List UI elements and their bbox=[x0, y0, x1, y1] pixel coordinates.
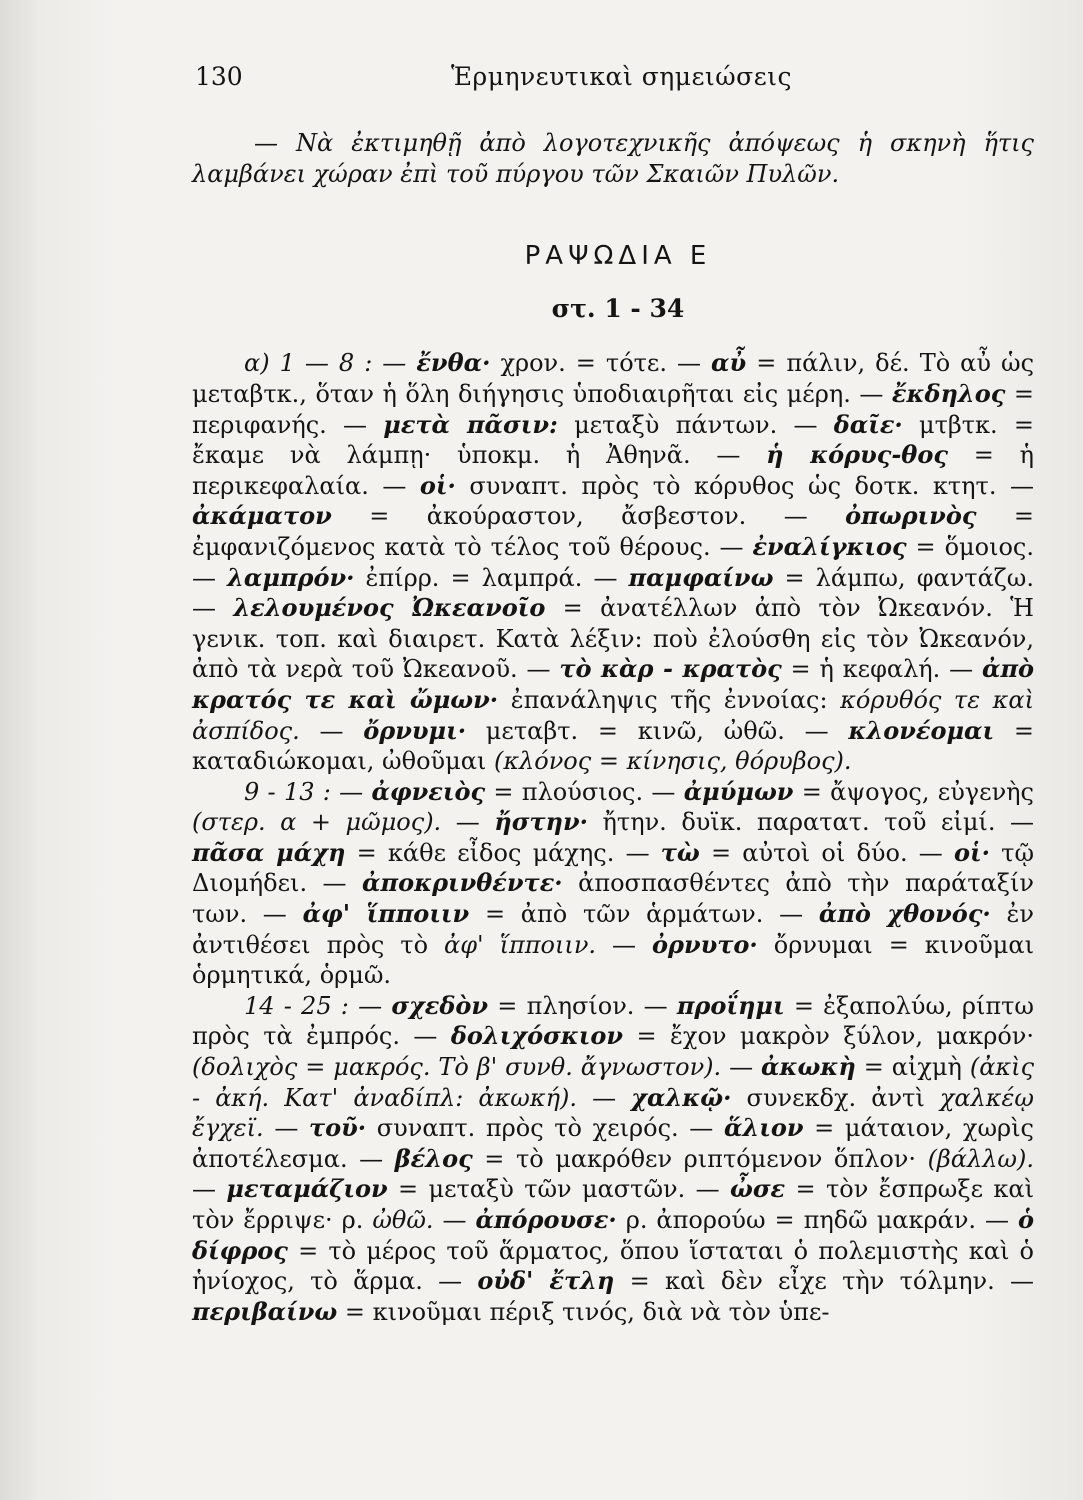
gloss-text: συνεκδχ. ἀντὶ bbox=[731, 1083, 940, 1112]
italic-gloss: ἀφ' ἵπποιιν. bbox=[444, 930, 597, 959]
gloss-text: = ἔχον μακρὸν ξύλον, μακρόν· bbox=[623, 1022, 1035, 1051]
gloss-text: μτβτκ. = ἔκαμε νὰ λάμπῃ· ὑποκμ. ἡ Ἀθηνᾶ. — bbox=[192, 410, 1035, 470]
lemma-term: ἔκδηλος bbox=[891, 378, 1006, 408]
lemma-term: μεταμάζιον bbox=[226, 1174, 388, 1204]
gloss-text: ἐν ἀντιθέσει πρὸς τὸ bbox=[192, 900, 1035, 959]
stanza-range: στ. 1 - 34 bbox=[551, 293, 685, 323]
lemma-term: κλονέομαι bbox=[848, 715, 995, 745]
lemma-term: χαλκῷ· bbox=[631, 1082, 732, 1112]
italic-gloss: (στερ. α + μῶμος). bbox=[192, 808, 442, 837]
gloss-text: — bbox=[263, 1114, 309, 1143]
lemma-term: μετὰ πᾶσιν: bbox=[383, 409, 558, 439]
lemma-term: τὼ bbox=[660, 837, 700, 867]
gloss-text: = μάταιον, χωρὶς ἀποτέλεσμα. — bbox=[192, 1114, 1034, 1173]
gloss-text: = τὸ μακρόθεν ριπτόμενον ὅπλον· bbox=[472, 1144, 928, 1173]
gloss-text: = πλησίον. — bbox=[488, 991, 677, 1020]
gloss-text: ὄρνυμαι = κινοῦμαι ὁρμητικά, ὁρμῶ. bbox=[192, 930, 1035, 990]
intro-question: — Νὰ ἐκτιμηθῇ ἀπὸ λογοτεχνικῆς ἀπόψεως ἡ σκηνὴ ἥτις λαμβάνει χώραν ἐπὶ τοῦ πύργου τῶν Σκαιῶν Πυλῶν. bbox=[192, 129, 1034, 188]
lemma-term: τὸ κὰρ - κρατὸς bbox=[559, 654, 782, 684]
lemma-term: ὁ δίφρος bbox=[192, 1205, 1034, 1265]
lemma-term: οὐδ' ἔτλη bbox=[477, 1266, 615, 1296]
gloss-text: = τὸ μέρος τοῦ ἅρματος, ὅπου ἵσταται ὁ πολεμιστὴς καὶ ὁ ἡνίοχος, τὸ ἅρμα. — bbox=[192, 1236, 1034, 1296]
gloss-text: — bbox=[577, 1083, 632, 1112]
page-header bbox=[195, 62, 1035, 102]
gloss-text: = καὶ δὲν εἶχε τὴν τόλμην. — bbox=[614, 1267, 1034, 1296]
line-reference: α) 1 — 8 : — bbox=[244, 349, 417, 378]
lemma-term: ἡ κόρυς-θος bbox=[766, 440, 948, 470]
lemma-term: ἀκάματον bbox=[192, 501, 332, 531]
lemma-term: αὖ bbox=[711, 348, 747, 378]
lemma-term: παμφαίνω bbox=[628, 562, 774, 592]
italic-gloss: χαλκέῳ ἔγχεϊ. bbox=[192, 1083, 1034, 1143]
gloss-text: = ἡ περικεφαλαία. — bbox=[192, 441, 1034, 500]
gloss-text: = πλούσιος. — bbox=[485, 777, 684, 806]
gloss-text: = ἐξαπολύω, ρίπτω πρὸς τὰ ἐμπρός. — bbox=[192, 991, 1035, 1051]
gloss-text: = ἄψογος, εὐγενὴς bbox=[793, 777, 1034, 806]
lemma-term: ἐναλίγκιος bbox=[752, 531, 907, 561]
gloss-text: = ἀκούραστον, ἄσβεστον. — bbox=[331, 502, 846, 531]
gloss-text: = αὐτοὶ οἱ δύο. — bbox=[699, 838, 954, 867]
lemma-term: δολιχόσκιον bbox=[450, 1021, 624, 1051]
italic-gloss: (δολιχὸς = μακρός. Τὸ β' συνθ. ἄγνωστον). bbox=[192, 1053, 722, 1082]
gloss-text: — bbox=[433, 1206, 476, 1234]
lemma-term: ἀποκρινθέντε· bbox=[362, 868, 563, 898]
lemma-term: ὄρνυμι· bbox=[363, 715, 467, 745]
gloss-text: — bbox=[299, 716, 364, 745]
gloss-text: = ἀνατέλλων ἀπὸ τὸν Ὠκεανόν. Ἡ γενικ. τοπ. καὶ διαιρετ. Κατὰ λέξιν: ποὺ ἐλούσθη εἰς τὸν Ὠκεανόν, ἀπὸ τὰ νερὰ τοῦ Ὠκεανοῦ. — bbox=[192, 594, 1034, 684]
italic-gloss: (ἀκὶς - ἀκή. Κατ' ἀναδίπλ: ἀκωκή). bbox=[192, 1053, 1035, 1112]
gloss-text: = ἐμφανιζόμενος κατὰ τὸ τέλος τοῦ θέρους. — bbox=[192, 502, 1034, 561]
gloss-text: μεταξὺ πάντων. — bbox=[557, 410, 834, 439]
gloss-text: ἐπίρρ. = λαμπρά. — bbox=[354, 563, 629, 592]
lemma-term: ἤστην· bbox=[494, 807, 589, 837]
gloss-text: = μεταξὺ τῶν μαστῶν. — bbox=[387, 1175, 730, 1204]
gloss-text: = κινοῦμαι πέριξ τινός, διὰ νὰ τὸν ὑπε- bbox=[337, 1297, 830, 1326]
lemma-term: ἀμύμων bbox=[683, 776, 794, 806]
italic-gloss: κόρυθός τε καὶ ἀσπίδος. bbox=[192, 685, 1035, 745]
gloss-text: = αἰχμὴ bbox=[855, 1053, 970, 1082]
gloss-text: τῷ Διομήδει. — bbox=[192, 838, 1035, 898]
lemma-term: ἅλιον bbox=[723, 1113, 804, 1143]
lemma-term: ὦσε bbox=[729, 1174, 786, 1204]
lemma-term: ἀφ' ἵπποιιν bbox=[302, 899, 470, 929]
lemma-term: ἀπὸ κρατός τε καὶ ὤμων· bbox=[192, 654, 1035, 714]
line-reference: 14 - 25 : — bbox=[244, 991, 392, 1020]
gloss-text: = κάθε εἶδος μάχης. — bbox=[345, 838, 661, 867]
lemma-term: λαμπρόν· bbox=[227, 562, 355, 592]
section-14-25 bbox=[192, 991, 1034, 1328]
lemma-term: βέλος bbox=[394, 1143, 473, 1173]
gloss-text: ρ. ἀπορούω = πηδῶ μακράν. — bbox=[616, 1206, 1018, 1234]
gloss-text: = ἡ κεφαλή. — bbox=[781, 655, 982, 684]
italic-gloss: (βάλλω). bbox=[927, 1144, 1034, 1173]
body-text bbox=[192, 128, 1034, 1327]
lemma-term: ἀφνειὸς bbox=[371, 776, 486, 806]
gloss-text: = πάλιν, δέ. Τὸ αὖ ὡς μεταβτκ., ὅταν ἡ ὅλη διήγησις ὑποδιαιρῆται εἰς μέρη. — bbox=[192, 349, 1035, 408]
page-number: 130 bbox=[195, 62, 243, 91]
lemma-term: ὀπωρινὸς bbox=[845, 501, 977, 531]
lemma-term: οἱ· bbox=[953, 837, 990, 867]
lemma-term: οἱ· bbox=[419, 470, 456, 500]
lemma-term: ἀπόρουσε· bbox=[475, 1205, 617, 1234]
gloss-text: = καταδιώκομαι, ὠθοῦμαι bbox=[192, 716, 1034, 776]
lemma-term: ἔνθα· bbox=[416, 348, 491, 378]
gloss-text: = ὅμοιος. — bbox=[192, 532, 1034, 592]
gloss-text: — bbox=[596, 930, 652, 959]
section-1-8 bbox=[192, 348, 1034, 776]
lemma-term: περιβαίνω bbox=[192, 1296, 338, 1326]
italic-gloss: (κλόνος = κίνησις, θόρυβος). bbox=[493, 747, 852, 776]
gloss-text: = περιφανής. — bbox=[192, 379, 1034, 439]
gloss-text: ἀποσπασθέντες ἀπὸ τὴν παράταξίν των. — bbox=[192, 869, 1034, 929]
gloss-text: = λάμπω, φαντάζω. — bbox=[192, 563, 1034, 623]
lemma-term: προΐημι bbox=[676, 990, 785, 1020]
italic-gloss: ὠθῶ. bbox=[372, 1206, 434, 1234]
gloss-text: ἐπανάληψις τῆς ἐννοίας: bbox=[498, 685, 841, 714]
lemma-term: δαῖε· bbox=[833, 409, 903, 439]
rhapsody-title: ΡΑΨΩΔΙΑ Ε bbox=[524, 241, 712, 272]
gloss-text: — bbox=[721, 1053, 762, 1082]
lemma-term: λελουμένος Ὠκεανοῖο bbox=[233, 593, 546, 623]
lemma-term: ὀρνυτο· bbox=[652, 929, 758, 959]
gloss-text: = ἀπὸ τῶν ἁρμάτων. — bbox=[469, 900, 819, 929]
gloss-text: ἤτην. δυϊκ. παρατατ. τοῦ εἰμί. — bbox=[588, 808, 1035, 837]
lemma-term: ἀπὸ χθονός· bbox=[818, 899, 991, 929]
gloss-text: μεταβτ. = κινῶ, ὠθῶ. — bbox=[466, 716, 849, 745]
lemma-term: ἀκωκὴ bbox=[761, 1052, 856, 1082]
running-title: Ἑρμηνευτικαὶ σημειώσεις bbox=[451, 62, 792, 91]
gloss-text: = τὸν ἔσπρωξε καὶ τὸν ἔρριψε· ρ. bbox=[192, 1175, 1034, 1234]
gloss-text: — bbox=[441, 808, 495, 837]
lemma-term: τοῦ· bbox=[308, 1113, 367, 1143]
section-9-13 bbox=[192, 777, 1034, 991]
lemma-term: σχεδὸν bbox=[391, 990, 489, 1020]
gloss-text: χρον. = τότε. — bbox=[490, 349, 712, 378]
gloss-text: συναπτ. πρὸς τὸ κόρυθος ὡς δοτκ. κτητ. — bbox=[455, 471, 1034, 500]
line-reference: 9 - 13 : — bbox=[244, 777, 372, 806]
lemma-term: πᾶσα μάχη bbox=[192, 837, 346, 867]
gloss-text: συναπτ. πρὸς τὸ χειρός. — bbox=[366, 1114, 724, 1143]
gloss-text: — bbox=[192, 1175, 227, 1204]
